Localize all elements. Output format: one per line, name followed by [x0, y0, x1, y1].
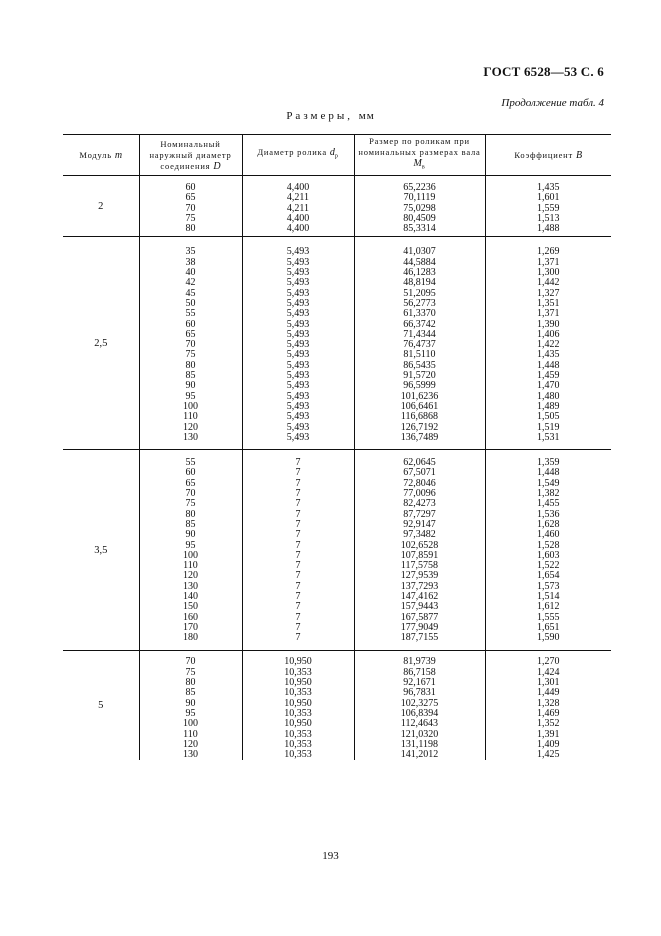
roller-diameter-value: 10,353: [284, 666, 312, 678]
diameter-value: 70: [185, 339, 196, 351]
roller-size-cell: [354, 651, 485, 760]
coefficient-value: 1,469: [537, 707, 560, 719]
roller-size-value: 91,5720: [403, 370, 436, 382]
roller-size-cell: [354, 237, 485, 450]
document-reference: ГОСТ 6528—53 С. 6: [483, 64, 604, 79]
roller-size-value: 116,6868: [400, 411, 439, 423]
diameter-value: 110: [183, 728, 198, 740]
coefficient-value: 1,269: [537, 246, 560, 258]
diameter-value: 90: [185, 380, 196, 392]
table-group-row: [63, 176, 611, 237]
table-group-row: [63, 237, 611, 450]
diameter-value: 60: [185, 182, 196, 193]
diameter-value: 130: [183, 749, 198, 761]
coefficient-value: 1,522: [537, 560, 560, 572]
coefficient-value: 1,435: [537, 182, 560, 193]
table-header-row: [63, 135, 611, 176]
col-header-diameter-text: Номинальный наружный диаметр соединения: [149, 138, 232, 171]
coefficient-value: 1,513: [537, 212, 560, 224]
roller-diameter-value: 5,493: [286, 256, 310, 268]
coefficient-value: 1,470: [537, 380, 560, 392]
roller-diameter-value: 7: [295, 611, 301, 623]
roller-size-value: 92,9147: [403, 518, 436, 530]
roller-size-value: 112,4643: [400, 718, 439, 730]
coefficient-value: 1,549: [537, 477, 560, 489]
roller-size-value: 81,5110: [403, 349, 436, 361]
diameter-value: 75: [185, 349, 196, 361]
roller-diameter-value: 10,950: [284, 677, 312, 689]
diameter-value: 60: [185, 467, 196, 479]
coefficient-value: 1,480: [537, 390, 560, 402]
roller-diameter-cell: [242, 176, 354, 237]
col-header-coefficient-symbol: B: [575, 149, 583, 161]
table-group-row: [63, 450, 611, 651]
roller-diameter-value: 7: [295, 477, 301, 489]
col-header-size-text: Размер по роликам при номинальных размерах вала: [358, 136, 481, 158]
roller-diameter-value: 7: [295, 518, 301, 530]
coefficient-value: 1,422: [537, 339, 560, 351]
coefficient-cell: [485, 450, 611, 651]
diameter-value: 55: [185, 457, 196, 469]
coefficient-value: 1,651: [537, 621, 560, 633]
roller-size-value: 126,7192: [400, 421, 439, 433]
diameter-value: 40: [185, 267, 196, 279]
roller-diameter-value: 7: [295, 539, 301, 551]
sizes-title-text: Размеры,: [286, 110, 353, 122]
roller-size-value: 87,7297: [403, 508, 436, 520]
coefficient-value: 1,514: [537, 590, 560, 602]
roller-diameter-value: 5,493: [286, 287, 310, 299]
roller-size-value: 56,2773: [403, 297, 436, 309]
diameter-value: 65: [185, 192, 196, 204]
sizes-title: [0, 110, 661, 122]
diameter-value: 60: [185, 318, 196, 330]
col-header-module: [63, 135, 139, 176]
diameter-value: 80: [185, 508, 196, 520]
col-header-module-text: Модуль: [79, 149, 112, 160]
coefficient-value: 1,488: [537, 223, 560, 235]
roller-size-value: 82,4273: [403, 498, 436, 510]
roller-size-value: 65,2236: [403, 182, 436, 193]
coefficient-value: 1,531: [537, 431, 560, 443]
coefficient-value: 1,371: [537, 308, 560, 320]
roller-size-value: 86,5435: [403, 359, 436, 371]
roller-diameter-value: 10,353: [284, 738, 312, 750]
page-number: 193: [322, 850, 339, 862]
diameter-value: 170: [183, 621, 198, 633]
coefficient-value: 1,654: [537, 570, 560, 582]
roller-size-value: 48,8194: [403, 277, 436, 289]
roller-size-value: 106,8394: [400, 707, 439, 719]
roller-size-value: 106,6461: [400, 400, 439, 412]
coefficient-value: 1,628: [537, 518, 560, 530]
roller-size-value: 86,7158: [403, 666, 436, 678]
diameter-value: 80: [185, 223, 196, 235]
col-header-roller: [242, 135, 354, 176]
coefficient-value: 1,505: [537, 411, 560, 423]
roller-size-value: 61,3370: [403, 308, 436, 320]
coefficient-value: 1,391: [537, 728, 560, 740]
diameter-cell: [139, 450, 242, 651]
module-cell: 5: [98, 700, 104, 712]
roller-diameter-value: 7: [295, 488, 301, 500]
coefficient-value: 1,519: [537, 421, 560, 433]
diameter-value: 35: [185, 246, 196, 258]
roller-size-value: 92,1671: [403, 677, 436, 689]
diameter-value: 50: [185, 297, 196, 309]
diameter-value: 70: [185, 488, 196, 500]
coefficient-value: 1,448: [537, 359, 560, 371]
diameter-cell: [139, 651, 242, 760]
coefficient-value: 1,459: [537, 370, 560, 382]
coefficient-value: 1,455: [537, 498, 560, 510]
roller-size-value: 157,9443: [400, 601, 439, 613]
coefficient-value: 1,559: [537, 202, 560, 214]
col-header-size-subscript: в: [421, 164, 426, 171]
roller-diameter-value: 5,493: [286, 370, 310, 382]
roller-diameter-value: 5,493: [286, 380, 310, 392]
coefficient-value: 1,536: [537, 508, 560, 520]
coefficient-value: 1,590: [537, 632, 560, 644]
coefficient-value: 1,409: [537, 738, 560, 750]
roller-size-value: 167,5877: [400, 611, 439, 623]
diameter-value: 140: [183, 590, 198, 602]
roller-diameter-value: 5,493: [286, 297, 310, 309]
coefficient-value: 1,406: [537, 328, 560, 340]
coefficient-value: 1,601: [537, 192, 560, 204]
roller-size-value: 117,5758: [400, 560, 439, 572]
coefficient-value: 1,448: [537, 467, 560, 479]
roller-diameter-value: 7: [295, 601, 301, 613]
roller-diameter-value: 5,493: [286, 308, 310, 320]
diameter-value: 55: [185, 308, 196, 320]
roller-size-value: 71,4344: [403, 328, 436, 340]
roller-size-value: 136,7489: [400, 431, 439, 443]
roller-size-value: 51,2095: [403, 287, 436, 299]
roller-diameter-value: 10,353: [284, 728, 312, 740]
roller-size-value: 76,4737: [403, 339, 436, 351]
coefficient-value: 1,555: [537, 611, 560, 623]
roller-diameter-value: 5,493: [286, 390, 310, 402]
roller-diameter-value: 5,493: [286, 339, 310, 351]
roller-size-value: 72,8046: [403, 477, 436, 489]
roller-size-value: 102,6528: [400, 539, 439, 551]
coefficient-value: 1,371: [537, 256, 560, 268]
coefficient-cell: [485, 176, 611, 237]
diameter-value: 80: [185, 359, 196, 371]
roller-size-value: 131,1198: [400, 738, 439, 750]
coefficient-value: 1,270: [537, 656, 560, 668]
coefficient-value: 1,351: [537, 297, 560, 309]
coefficient-value: 1,390: [537, 318, 560, 330]
coefficient-value: 1,435: [537, 349, 560, 361]
coefficient-value: 1,301: [537, 677, 560, 689]
roller-diameter-value: 7: [295, 570, 301, 582]
col-header-roller-symbol: d: [329, 147, 335, 159]
diameter-value: 100: [183, 400, 198, 412]
roller-size-value: 102,3275: [400, 697, 439, 709]
diameter-value: 65: [185, 328, 196, 340]
dimensions-table: [63, 134, 611, 760]
roller-size-value: 187,7155: [400, 632, 439, 644]
module-cell: 2: [63, 176, 139, 237]
diameter-value: 95: [185, 539, 196, 551]
diameter-value: 100: [183, 549, 198, 561]
roller-diameter-value: 7: [295, 508, 301, 520]
coefficient-value: 1,442: [537, 277, 560, 289]
roller-size-value: 77,0096: [403, 488, 436, 500]
diameter-value: 80: [185, 677, 196, 689]
coefficient-value: 1,573: [537, 580, 560, 592]
roller-diameter-value: 5,493: [286, 318, 310, 330]
coefficient-value: 1,328: [537, 697, 560, 709]
sizes-unit: мм: [358, 110, 375, 122]
coefficient-value: 1,489: [537, 400, 560, 412]
roller-diameter-value: 5,493: [286, 277, 310, 289]
roller-size-value: 80,4509: [403, 212, 436, 224]
diameter-value: 65: [185, 477, 196, 489]
col-header-diameter: [139, 135, 242, 176]
roller-diameter-value: 10,950: [284, 718, 312, 730]
roller-diameter-value: 5,493: [286, 328, 310, 340]
coefficient-value: 1,382: [537, 488, 560, 500]
diameter-value: 110: [183, 411, 198, 423]
diameter-value: 95: [185, 707, 196, 719]
roller-size-value: 141,2012: [400, 749, 439, 761]
coefficient-cell: [485, 237, 611, 450]
module-cell: 3,5: [63, 450, 139, 651]
roller-size-value: 101,6236: [400, 390, 439, 402]
diameter-value: 75: [185, 666, 196, 678]
roller-diameter-value: 4,400: [286, 212, 310, 224]
roller-size-value: 62,0645: [403, 457, 436, 469]
diameter-value: 160: [183, 611, 198, 623]
col-header-coefficient: [485, 135, 611, 176]
roller-size-value: 127,9539: [400, 570, 439, 582]
coefficient-value: 1,528: [537, 539, 560, 551]
roller-size-value: 85,3314: [403, 223, 436, 235]
diameter-value: 90: [185, 697, 196, 709]
diameter-value: 180: [183, 632, 198, 644]
col-header-module-symbol: m: [114, 149, 123, 161]
diameter-value: 85: [185, 370, 196, 382]
roller-diameter-value: 10,950: [284, 697, 312, 709]
roller-diameter-value: 7: [295, 529, 301, 541]
roller-diameter-value: 7: [295, 590, 301, 602]
roller-size-value: 81,9739: [403, 656, 436, 668]
col-header-diameter-symbol: D: [213, 160, 221, 172]
roller-diameter-value: 7: [295, 498, 301, 510]
roller-diameter-value: 4,400: [286, 182, 310, 193]
roller-size-value: 44,5884: [403, 256, 436, 268]
roller-diameter-value: 7: [295, 580, 301, 592]
diameter-cell: [139, 237, 242, 450]
diameter-value: 75: [185, 498, 196, 510]
diameter-value: 130: [183, 431, 198, 443]
roller-diameter-value: 7: [295, 457, 301, 469]
roller-diameter-value: 5,493: [286, 400, 310, 412]
roller-diameter-value: 7: [295, 560, 301, 572]
roller-diameter-value: 10,353: [284, 749, 312, 761]
diameter-value: 70: [185, 202, 196, 214]
diameter-value: 70: [185, 656, 196, 668]
roller-diameter-value: 5,493: [286, 349, 310, 361]
roller-diameter-value: 5,493: [286, 267, 310, 279]
diameter-value: 75: [185, 212, 196, 224]
roller-diameter-cell: [242, 237, 354, 450]
roller-size-value: 121,0320: [400, 728, 439, 740]
diameter-value: 95: [185, 390, 196, 402]
roller-size-value: 75,0298: [403, 202, 436, 214]
coefficient-value: 1,603: [537, 549, 560, 561]
diameter-value: 85: [185, 687, 196, 699]
roller-diameter-value: 10,950: [284, 656, 312, 668]
roller-size-value: 96,5999: [403, 380, 436, 392]
roller-size-value: 147,4162: [400, 590, 439, 602]
roller-size-value: 137,7293: [400, 580, 439, 592]
roller-size-value: 96,7831: [403, 687, 436, 699]
roller-size-cell: [354, 176, 485, 237]
coefficient-value: 1,300: [537, 267, 560, 279]
coefficient-value: 1,460: [537, 529, 560, 541]
roller-size-value: 46,1283: [403, 267, 436, 279]
coefficient-value: 1,352: [537, 718, 560, 730]
col-header-roller-text: Диаметр ролика: [257, 147, 327, 158]
coefficient-value: 1,449: [537, 687, 560, 699]
coefficient-value: 1,425: [537, 749, 560, 761]
diameter-value: 120: [183, 570, 198, 582]
table-continuation-note: Продолжение табл. 4: [501, 97, 604, 109]
coefficient-value: 1,327: [537, 287, 560, 299]
diameter-value: 85: [185, 518, 196, 530]
roller-size-value: 67,5071: [403, 467, 436, 479]
table-body: [63, 176, 611, 761]
roller-diameter-value: 4,211: [286, 192, 310, 204]
roller-diameter-value: 5,493: [286, 411, 310, 423]
diameter-value: 120: [183, 421, 198, 433]
diameter-value: 100: [183, 718, 198, 730]
diameter-value: 90: [185, 529, 196, 541]
roller-diameter-value: 4,400: [286, 223, 310, 235]
roller-diameter-value: 5,493: [286, 246, 310, 258]
col-header-size-symbol: M: [413, 158, 422, 170]
diameter-value: 130: [183, 580, 198, 592]
roller-diameter-cell: [242, 651, 354, 760]
roller-diameter-cell: [242, 450, 354, 651]
coefficient-value: 1,359: [537, 457, 560, 469]
roller-size-cell: [354, 450, 485, 651]
roller-diameter-value: 10,353: [284, 707, 312, 719]
diameter-cell: [139, 176, 242, 237]
roller-diameter-value: 7: [295, 632, 301, 644]
diameter-value: 110: [183, 560, 198, 572]
roller-diameter-value: 10,353: [284, 687, 312, 699]
col-header-size: [354, 135, 485, 176]
roller-diameter-value: 7: [295, 549, 301, 561]
roller-diameter-value: 7: [295, 467, 301, 479]
diameter-value: 150: [183, 601, 198, 613]
roller-size-value: 66,3742: [403, 318, 436, 330]
diameter-value: 42: [185, 277, 196, 289]
roller-size-value: 41,0307: [403, 246, 436, 258]
roller-size-value: 177,9049: [400, 621, 439, 633]
diameter-value: 38: [185, 256, 196, 268]
roller-diameter-value: 4,211: [286, 202, 310, 214]
coefficient-cell: [485, 651, 611, 760]
roller-diameter-value: 5,493: [286, 431, 310, 443]
diameter-value: 45: [185, 287, 196, 299]
roller-size-value: 107,8591: [400, 549, 439, 561]
col-header-roller-subscript: p: [334, 153, 339, 160]
roller-diameter-value: 5,493: [286, 359, 310, 371]
coefficient-value: 1,612: [537, 601, 560, 613]
roller-diameter-value: 5,493: [286, 421, 310, 433]
roller-size-value: 97,3482: [403, 529, 436, 541]
module-cell: 2,5: [63, 237, 139, 450]
diameter-value: 120: [183, 738, 198, 750]
col-header-coefficient-text: Коэффициент: [514, 149, 574, 160]
table-group-row: [63, 651, 611, 760]
roller-diameter-value: 7: [295, 621, 301, 633]
roller-size-value: 70,1119: [403, 192, 436, 204]
coefficient-value: 1,424: [537, 666, 560, 678]
